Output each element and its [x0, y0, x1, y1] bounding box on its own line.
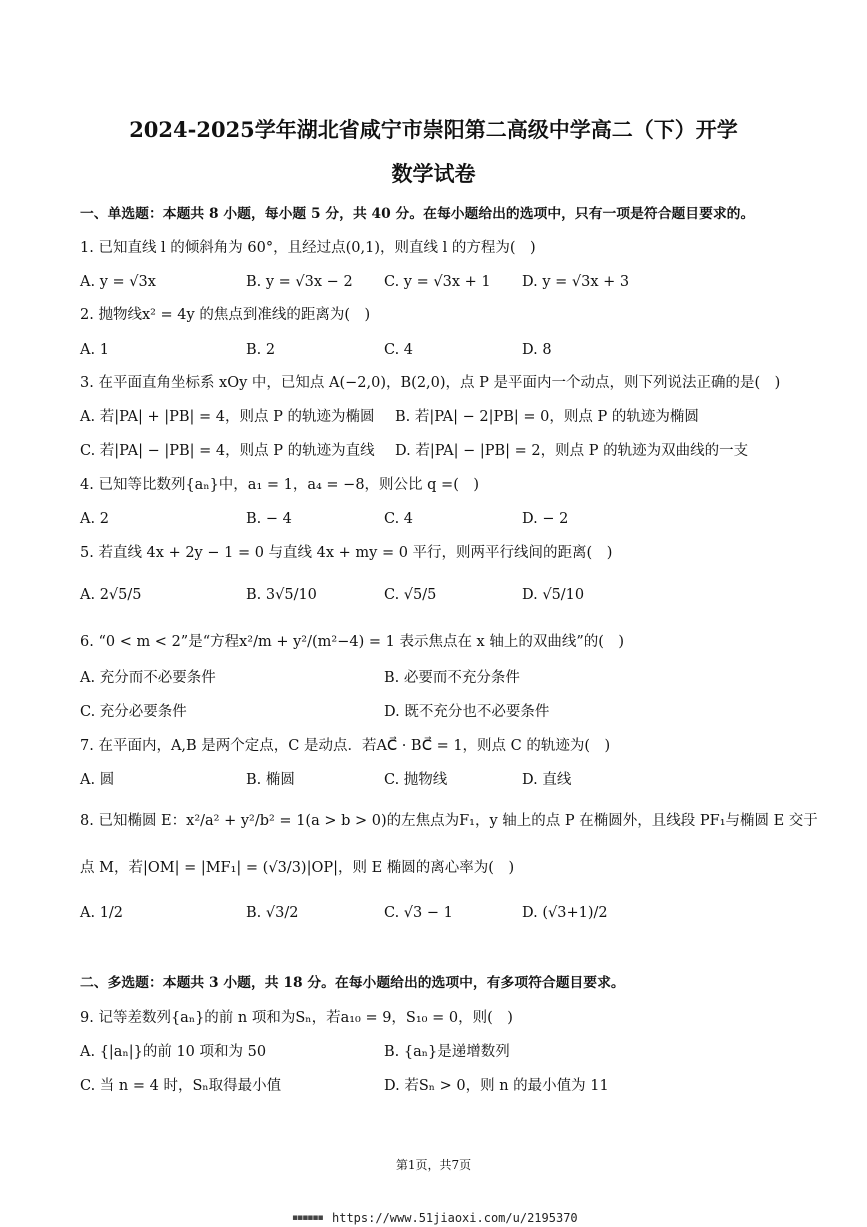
q6-option-a: A. 充分而不必要条件	[80, 670, 216, 686]
q2-option-b: B. 2	[246, 342, 276, 358]
q1-option-d: D. y = √3x + 3	[522, 274, 630, 290]
q9-option-a: A. {|aₙ|}的前 10 项和为 50	[80, 1044, 267, 1060]
page-title-line1: 2024-2025学年湖北省咸宁市崇阳第二高级中学高二（下）开学	[129, 117, 738, 142]
q1-option-a: A. y = √3x	[80, 274, 156, 290]
q1-option-b: B. y = √3x − 2	[246, 274, 353, 290]
q5-option-d: D. √5/10	[522, 587, 585, 603]
q4-option-c: C. 4	[384, 511, 414, 527]
page-number: 第1页，共7页	[395, 1158, 472, 1172]
q2-stem: 2. 抛物线x² = 4y 的焦点到准线的距离为( )	[80, 307, 371, 323]
q5-option-b: B. 3√5/10	[246, 587, 317, 603]
q8-stem-line2: 点 M，若|OM| = |MF₁| = (√3/3)|OP|，则 E 椭圆的离心率为( )	[80, 860, 515, 876]
q1-option-c: C. y = √3x + 1	[384, 274, 491, 290]
q5-option-c: C. √5/5	[384, 587, 437, 603]
q7-option-b: B. 椭圆	[246, 772, 295, 788]
section1-heading: 一、单选题：本题共 8 小题，每小题 5 分，共 40 分。在每小题给出的选项中，只有一项是符合题目要求的。	[80, 206, 755, 222]
q4-option-d: D. − 2	[522, 511, 569, 527]
q4-stem: 4. 已知等比数列{aₙ}中，a₁ = 1，a₄ = −8，则公比 q =( )	[80, 477, 480, 493]
q8-option-b: B. √3/2	[246, 905, 299, 921]
q8-stem-line1: 8. 已知椭圆 E：x²/a² + y²/b² = 1(a > b > 0)的左焦点为F₁，y 轴上的点 P 在椭圆外，且线段 PF₁与椭圆 E 交于	[80, 813, 818, 829]
q7-option-a: A. 圆	[80, 772, 115, 788]
q8-option-d: D. (√3+1)/2	[522, 905, 608, 921]
q2-option-a: A. 1	[80, 342, 109, 358]
q1-stem: 1. 已知直线 l 的倾斜角为 60°，且经过点(0,1)，则直线 l 的方程为( )	[80, 240, 536, 256]
q8-option-a: A. 1/2	[80, 905, 124, 921]
q6-option-d: D. 既不充分也不必要条件	[384, 704, 550, 720]
q3-stem: 3. 在平面直角坐标系 xOy 中，已知点 A(−2,0)，B(2,0)，点 P 是平面内一个动点，则下列说法正确的是( )	[80, 375, 781, 391]
q3-option-b: B. 若|PA| − 2|PB| = 0，则点 P 的轨迹为椭圆	[395, 409, 699, 425]
q6-stem: 6. “0 < m < 2”是“方程x²/m + y²/(m²−4) = 1 表示焦点在 x 轴上的双曲线”的( )	[80, 634, 625, 650]
q9-option-d: D. 若Sₙ > 0，则 n 的最小值为 11	[384, 1078, 609, 1094]
q2-option-d: D. 8	[522, 342, 552, 358]
q9-option-c: C. 当 n = 4 时，Sₙ取得最小值	[80, 1078, 282, 1094]
watermark-glyphs-icon: ▪▪▪▪▪▪	[292, 1213, 323, 1223]
q8-option-c: C. √3 − 1	[384, 905, 453, 921]
q3-option-c: C. 若|PA| − |PB| = 4，则点 P 的轨迹为直线	[80, 443, 375, 459]
q7-option-c: C. 抛物线	[384, 772, 448, 788]
section2-heading: 二、多选题：本题共 3 小题，共 18 分。在每小题给出的选项中，有多项符合题目要求。	[80, 975, 625, 991]
q9-option-b: B. {aₙ}是递增数列	[384, 1044, 510, 1060]
q3-option-d: D. 若|PA| − |PB| = 2，则点 P 的轨迹为双曲线的一支	[395, 443, 749, 459]
q5-option-a: A. 2√5/5	[80, 587, 142, 603]
q4-option-a: A. 2	[80, 511, 109, 527]
q9-stem: 9. 记等差数列{aₙ}的前 n 项和为Sₙ，若a₁₀ = 9，S₁₀ = 0，则( )	[80, 1010, 513, 1026]
q6-option-b: B. 必要而不充分条件	[384, 670, 520, 686]
q7-stem: 7. 在平面内，A,B 是两个定点，C 是动点．若AC⃗ · BC⃗ = 1，则点 C 的轨迹为( )	[80, 738, 611, 754]
watermark-url: https://www.51jiaoxi.com/u/2195370	[332, 1211, 578, 1225]
q2-option-c: C. 4	[384, 342, 414, 358]
q6-option-c: C. 充分必要条件	[80, 704, 187, 720]
q5-stem: 5. 若直线 4x + 2y − 1 = 0 与直线 4x + my = 0 平行，则两平行线间的距离( )	[80, 545, 613, 561]
q7-option-d: D. 直线	[522, 772, 572, 788]
page-title-line2: 数学试卷	[391, 161, 476, 186]
q3-option-a: A. 若|PA| + |PB| = 4，则点 P 的轨迹为椭圆	[80, 409, 375, 425]
q4-option-b: B. − 4	[246, 511, 292, 527]
